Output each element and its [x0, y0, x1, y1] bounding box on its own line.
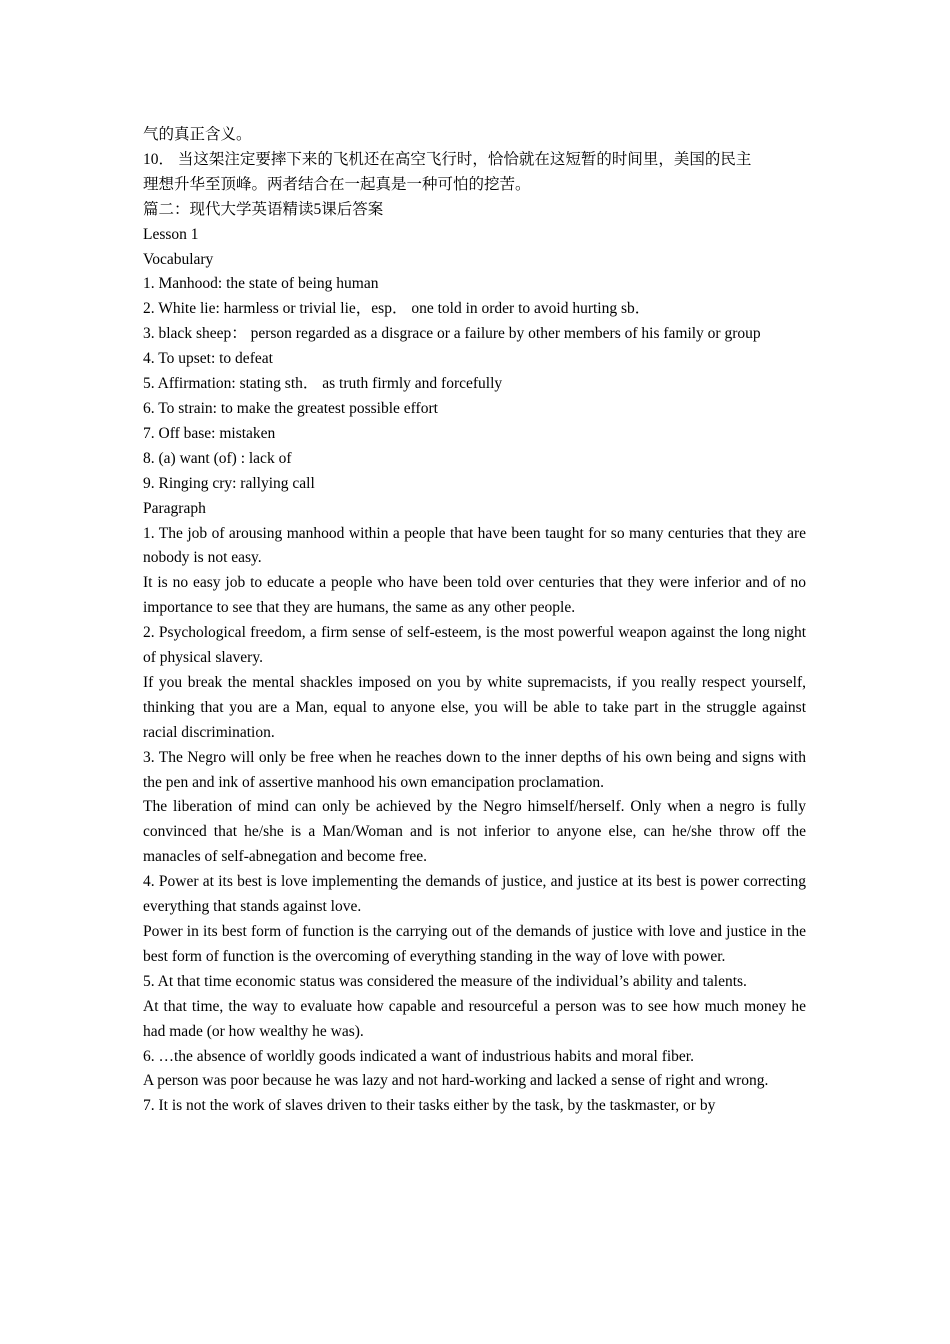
- vocabulary-item: 5. Affirmation: stating sth． as truth firmly and forcefully: [143, 375, 503, 393]
- paragraph-text: If you break the mental shackles imposed on you by white supremacists, if you really respect yourself, thinking that you are a Man, equal to anyone else, you will be able to take part in the struggle against racial discrimination.: [143, 673, 806, 741]
- vocabulary-heading: Vocabulary: [143, 250, 214, 268]
- section-heading: 篇二：现代大学英语精读5课后答案: [143, 200, 384, 218]
- paragraph-text: 1. The job of arousing manhood within a people that have been taught for so many centuries that they are nobody is not easy.: [143, 524, 806, 567]
- vocabulary-item: 1. Manhood: the state of being human: [143, 275, 379, 293]
- paragraph-heading: Paragraph: [143, 499, 206, 517]
- text-line: 10． 当这架注定要摔下来的飞机还在高空飞行时，恰恰就在这短暂的时间里，美国的民主: [143, 150, 752, 168]
- paragraph-text: 7. It is not the work of slaves driven to their tasks either by the task, by the taskmaster, or by: [143, 1097, 716, 1115]
- paragraph-text: 6. …the absence of worldly goods indicated a want of industrious habits and moral fiber.: [143, 1047, 694, 1065]
- paragraph-text: 4. Power at its best is love implementing the demands of justice, and justice at its best is power correcting everything that stands against love.: [143, 873, 806, 916]
- lesson-title: Lesson 1: [143, 225, 199, 243]
- vocabulary-item: 4. To upset: to defeat: [143, 350, 273, 368]
- vocabulary-item: 3. black sheep： person regarded as a disgrace or a failure by other members of his family or group: [143, 325, 761, 343]
- vocabulary-item: 9. Ringing cry: rallying call: [143, 474, 315, 492]
- paragraph-text: The liberation of mind can only be achieved by the Negro himself/herself. Only when a negro is fully convinced that he/she is a Man/Woman and is not inferior to anyone else, can he/she throw off the manacles of self-abnegation and become free.: [143, 798, 806, 866]
- paragraph-text: Power in its best form of function is the carrying out of the demands of justice with love and justice in the best form of function is the overcoming of everything standing in the way of love with power.: [143, 923, 806, 965]
- paragraph-text: At that time, the way to evaluate how capable and resourceful a person was to see how much money he had made (or how wealthy he was).: [143, 997, 806, 1040]
- text-line: 气的真正含义。: [143, 126, 252, 143]
- paragraph-text: It is no easy job to educate a people who have been told over centuries that they were inferior and of no importance to see that they are humans, the same as any other people.: [143, 574, 806, 617]
- paragraph-text: A person was poor because he was lazy and not hard-working and lacked a sense of right and wrong.: [143, 1072, 769, 1090]
- vocabulary-item: 7. Off base: mistaken: [143, 424, 276, 442]
- vocabulary-item: 8. (a) want (of) : lack of: [143, 449, 292, 467]
- paragraph-text: 3. The Negro will only be free when he reaches down to the inner depths of his own being and signs with the pen and ink of assertive manhood his own emancipation proclamation.: [143, 748, 806, 791]
- vocabulary-item: 6. To strain: to make the greatest possible effort: [143, 399, 438, 417]
- vocabulary-item: 2. White lie: harmless or trivial lie，esp． one told in order to avoid hurting sb．: [143, 300, 651, 318]
- document-page: [143, 123, 806, 1119]
- text-line: 理想升华至顶峰。两者结合在一起真是一种可怕的挖苦。: [143, 175, 531, 193]
- paragraph-text: 5. At that time economic status was considered the measure of the individual’s ability and talents.: [143, 972, 747, 990]
- paragraph-text: 2. Psychological freedom, a firm sense of self-esteem, is the most powerful weapon against the long night of physical slavery.: [143, 624, 806, 667]
